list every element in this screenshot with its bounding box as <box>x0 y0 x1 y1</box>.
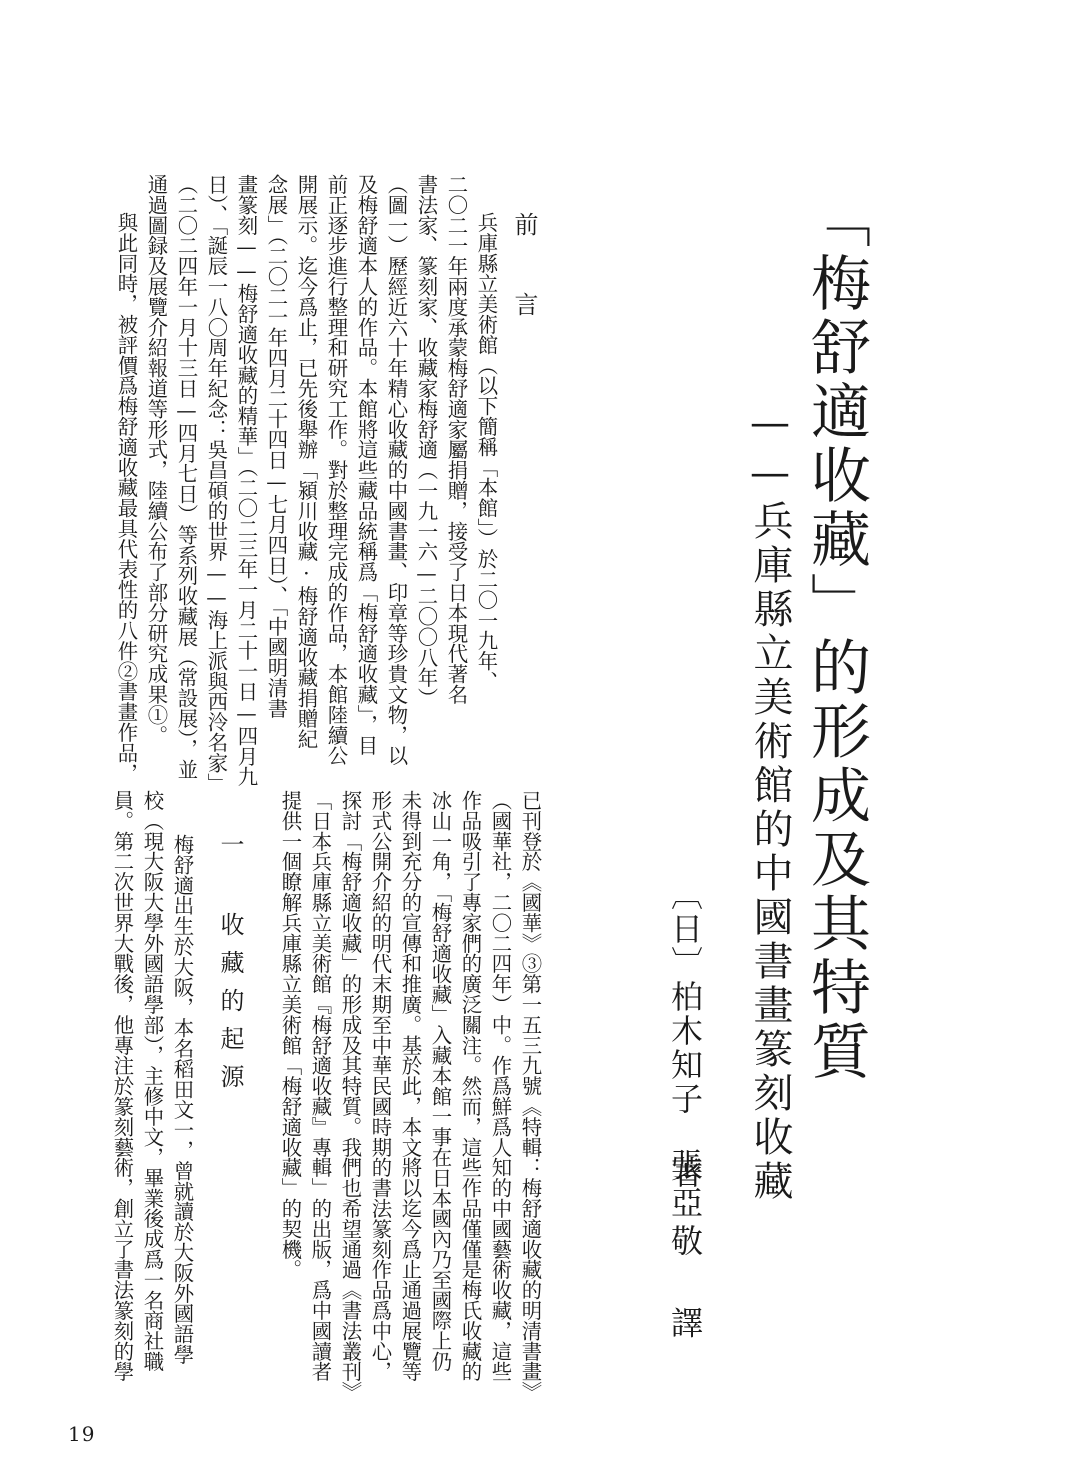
continuation-line: 未得到充分的宣傳和推廣。基於此，本文將以迄今爲止通過展覽等 <box>398 790 423 1382</box>
continuation-line: 探討「梅舒適收藏」的形成及其特質。我們也希望通過《書法叢刊》 <box>338 790 363 1402</box>
author-credit: 〔日〕柏木知子 著 <box>666 878 704 1190</box>
continuation-line: 「日本兵庫縣立美術館『梅舒適收藏』專輯」的出版，爲中國讀者 <box>308 790 333 1382</box>
section-one-line: 員。第二次世界大戰後，他專注於篆刻藝術，創立了書法篆刻的學 <box>110 790 135 1382</box>
preface-line: （圖一）歷經近六十年精心收藏的中國書畫、印章等珍貴文物，以 <box>384 174 409 766</box>
preface-line: （二〇二四年一月十三日—四月七日）等系列收藏展（常設展），並 <box>174 174 199 780</box>
preface-line: 念展」（二〇二一年四月二十四日—七月四日）、「中國明清書 <box>264 174 289 719</box>
section-one-line: 校（現大阪大學外國語學部），主修中文，畢業後成爲一名商社職 <box>140 790 165 1372</box>
article-title: 「梅舒適收藏」的形成及其特質 <box>801 188 871 1084</box>
preface-line: 前正逐步進行整理和研究工作。對於整理完成的作品，本館陸續公 <box>324 174 349 766</box>
section-one-line: 梅舒適出生於大阪，本名稻田文一，曾就讀於大阪外國語學 <box>170 834 195 1365</box>
preface-line: 日）、「誕辰一八〇周年紀念：吳昌碩的世界——海上派與西泠名家」 <box>204 174 229 794</box>
continuation-line: （國華社，二〇二四年）中。作爲鮮爲人知的中國藝術收藏，這些 <box>488 790 513 1382</box>
section-one-heading: 一 收藏的起源 <box>216 832 244 1102</box>
continuation-line: 已刊登於《國華》③第一五三九號《特輯：梅舒適收藏的明清書畫》 <box>518 790 543 1402</box>
continuation-line: 形式公開介紹的明代末期至中華民國時期的書法篆刻作品爲中心， <box>368 790 393 1382</box>
page-number: 19 <box>68 1422 96 1446</box>
preface-line: 及梅舒適本人的作品。本館將這些藏品統稱爲「梅舒適收藏」，目 <box>354 174 379 756</box>
preface-line: 與此同時，被評價爲梅舒適收藏最具代表性的八件②書畫作品， <box>114 212 139 784</box>
preface-line: 書法家、篆刻家、收藏家梅舒適（一九一六—二〇〇八年） <box>414 174 439 708</box>
preface-line: 二〇二一年兩度承蒙梅舒適家屬捐贈，接受了日本現代著名 <box>444 174 469 705</box>
preface-line: 通過圖録及展覽介紹報道等形式，陸續公布了部分研究成果①。 <box>144 174 169 746</box>
translator-credit: 張亞敬 譯 <box>666 1148 704 1344</box>
preface-line: 畫篆刻——梅舒適收藏的精華」（二〇二三年一月二十一日—四月九 <box>234 174 259 787</box>
continuation-line: 提供一個瞭解兵庫縣立美術館「梅舒適收藏」的契機。 <box>278 790 303 1280</box>
preface-heading: 前 言 <box>510 212 538 330</box>
continuation-line: 冰山一角，「梅舒適收藏」入藏本館一事在日本國內乃至國際上仍 <box>428 790 453 1372</box>
preface-line: 兵庫縣立美術館（以下簡稱「本館」）於二〇一九年、 <box>474 212 499 692</box>
continuation-line: 作品吸引了專家們的廣泛關注。然而，這些作品僅僅是梅氏收藏的 <box>458 790 483 1382</box>
preface-line: 開展示。迄今爲止，已先後舉辦「潁川收藏·梅舒適收藏捐贈紀 <box>294 174 319 749</box>
article-subtitle: ——兵庫縣立美術館的中國書畫篆刻收藏 <box>747 400 793 1204</box>
